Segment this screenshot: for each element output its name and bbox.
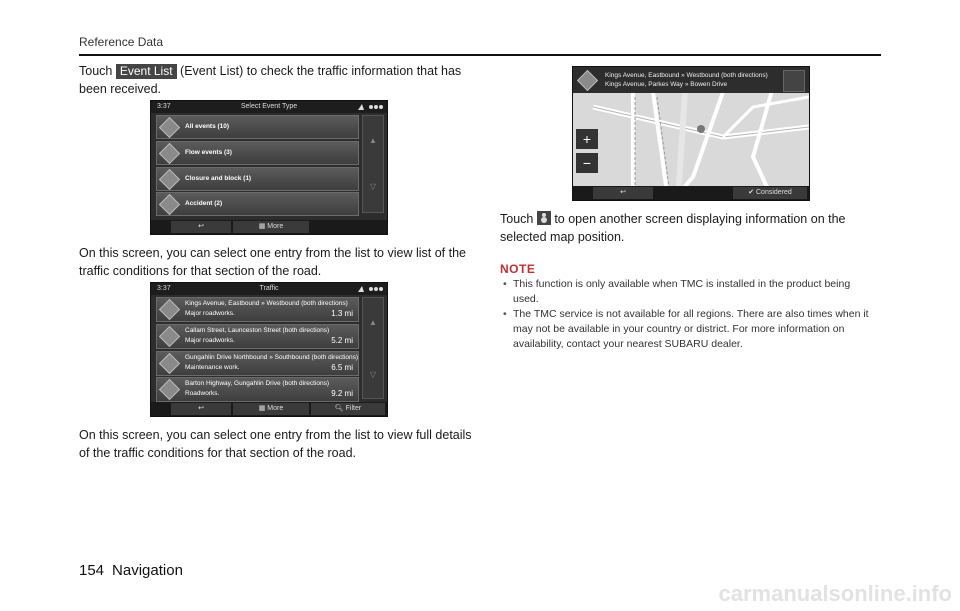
paragraph-2: On this screen, you can select one entry from the list to view list of the traffic conditions for that section of the road.: [79, 246, 466, 278]
screen-title: Select Event Type: [240, 103, 298, 110]
filter-button[interactable]: 🔍︎ Filter: [311, 403, 385, 415]
scrollbar[interactable]: [362, 297, 384, 399]
zoom-out-button[interactable]: −: [576, 153, 598, 173]
note-item: • This function is only available when TMC is installed in the product being used.: [500, 277, 875, 307]
info-person-icon[interactable]: [537, 211, 551, 225]
traffic-diamond-icon: [159, 143, 180, 164]
intro-line1-rest: (Event List) to check the traffic information that has: [180, 64, 462, 78]
considered-button[interactable]: ✔ Considered: [733, 187, 807, 199]
bottom-bar: [151, 220, 387, 234]
note-heading: NOTE: [500, 262, 536, 276]
event-row-all[interactable]: All events (10): [156, 115, 359, 139]
map-info-line1: Kings Avenue, Eastbound » Westbound (both directions): [605, 72, 768, 79]
back-button[interactable]: [171, 403, 231, 415]
traffic-row[interactable]: Gungahlin Drive Northbound » Southbound (both directions) Maintenance work. 6.5 mi: [156, 351, 359, 376]
page-footer: [79, 562, 183, 579]
traffic-diamond-icon: [159, 326, 180, 347]
page-number: 154: [79, 562, 105, 579]
watermark: carmanualsonline.info: [718, 581, 952, 606]
traffic-list: [156, 297, 359, 404]
header-rule: [79, 54, 881, 56]
paragraph-3: On this screen, you can select one entry from the list to view full details of the traffic conditions for that section of the road.: [79, 428, 472, 460]
more-button[interactable]: ▦ More: [233, 403, 309, 415]
status-bar: [151, 283, 387, 295]
section-name: Navigation: [112, 562, 183, 579]
note-list: [500, 277, 875, 352]
grid-icon: ▦: [258, 405, 268, 412]
traffic-diamond-icon: [577, 70, 598, 91]
zoom-in-button[interactable]: +: [576, 129, 598, 149]
intro-line2: been received.: [79, 82, 162, 96]
map-screen: [572, 66, 810, 201]
more-button[interactable]: ▦ More: [233, 221, 309, 233]
back-button[interactable]: [593, 187, 653, 199]
traffic-diamond-icon: [159, 168, 180, 189]
signal-icon: [357, 102, 383, 111]
map-info-line2: Kings Avenue, Parkes Way » Bowen Drive: [605, 81, 728, 88]
scroll-down-icon[interactable]: ▽: [369, 370, 377, 379]
grid-icon: ▦: [258, 223, 268, 230]
traffic-diamond-icon: [159, 299, 180, 320]
traffic-diamond-icon: [159, 352, 180, 373]
paragraph-4: Touch to open another screen displaying information on the selected map position.: [500, 212, 846, 244]
traffic-row[interactable]: Callam Street, Launceston Street (both directions) Major roadworks. 5.2 mi: [156, 324, 359, 349]
screen-title: Traffic: [259, 285, 279, 292]
traffic-row[interactable]: Kings Avenue, Eastbound » Westbound (both directions) Major roadworks. 1.3 mi: [156, 297, 359, 322]
traffic-row[interactable]: Barton Highway, Gungahlin Drive (both directions) Roadworks. 9.2 mi: [156, 377, 359, 402]
search-icon: 🔍︎: [334, 405, 346, 412]
bottom-bar: [573, 186, 809, 200]
back-arrow-icon: ↩: [620, 189, 626, 196]
clock: 3:37: [157, 103, 171, 110]
clock: 3:37: [157, 285, 171, 292]
running-head: Reference Data: [79, 35, 164, 49]
traffic-list-screen: [150, 282, 388, 417]
traffic-diamond-icon: [159, 379, 180, 400]
scroll-up-icon[interactable]: ▲: [369, 318, 377, 327]
checkmark-icon: ✔: [748, 189, 756, 196]
intro-paragraph: [79, 62, 479, 98]
traffic-diamond-icon: [159, 194, 180, 215]
info-person-icon[interactable]: [783, 70, 805, 92]
map-info-bar: [573, 67, 809, 93]
back-button[interactable]: [171, 221, 231, 233]
scrollbar[interactable]: [362, 115, 384, 213]
scroll-down-icon[interactable]: ▽: [369, 182, 377, 191]
signal-icon: [357, 284, 383, 293]
back-arrow-icon: ↩: [198, 405, 204, 412]
back-arrow-icon: ↩: [198, 223, 204, 230]
event-row-accident[interactable]: Accident (2): [156, 192, 359, 216]
status-bar: [151, 101, 387, 113]
note-item: • The TMC service is not available for all regions. There are also times when it may not be available in your country or district. For more information on availability, contact your nearest SUBARU dealer.: [500, 307, 875, 352]
select-event-type-screen: [150, 100, 388, 235]
traffic-diamond-icon: [159, 117, 180, 138]
event-list-button[interactable]: Event List: [116, 64, 177, 79]
event-row-closure[interactable]: Closure and block (1): [156, 167, 359, 191]
scroll-up-icon[interactable]: ▲: [369, 136, 377, 145]
event-row-flow[interactable]: Flow events (3): [156, 141, 359, 165]
touch-text: Touch: [79, 64, 113, 78]
event-type-list: [156, 115, 359, 218]
bottom-bar: [151, 402, 387, 416]
